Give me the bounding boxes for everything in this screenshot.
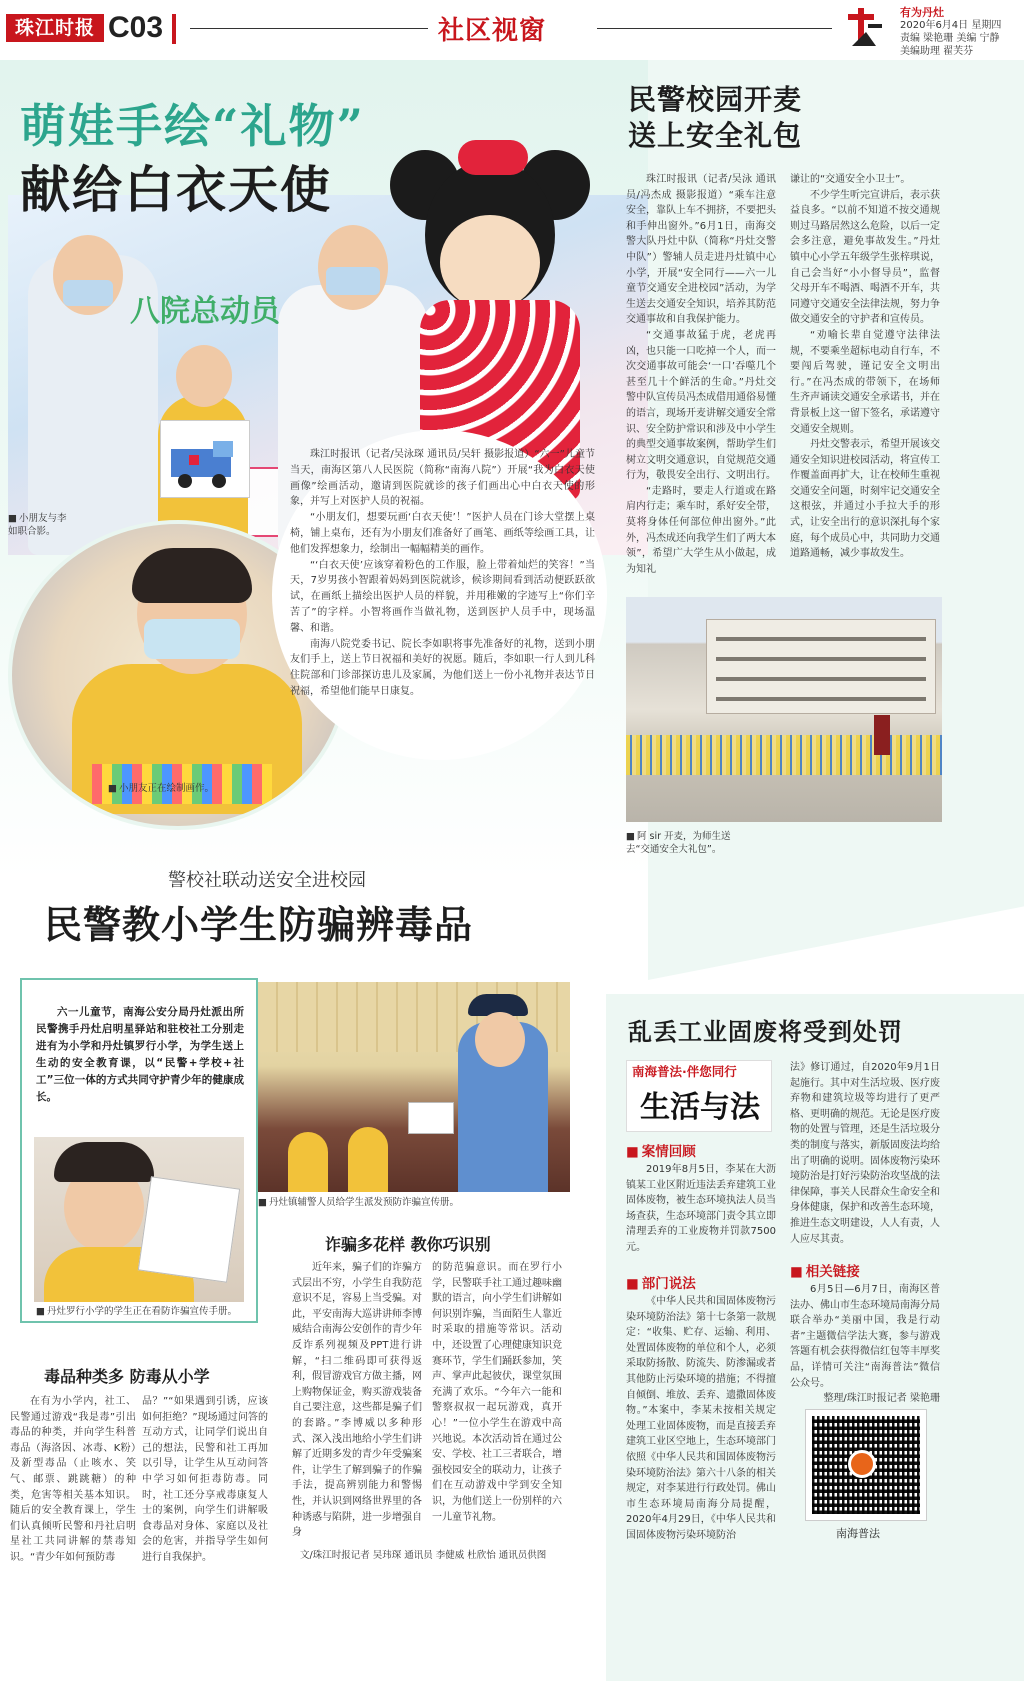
page-number: C03 [108, 11, 164, 44]
article-body [290, 447, 595, 700]
banner-text: 八院总动员 [130, 294, 280, 329]
face-mask [326, 267, 380, 295]
photo-police-handout[interactable] [258, 982, 570, 1192]
paragraph: 六一儿童节，南海公安分局丹灶派出所民警携手丹灶启明星驿站和驻校社工分别走进有为小学和丹灶镇罗行小学，为学生送上生动的安全教育课，以“民警+学校+社工”三位一体的方式共同守护青少年的健康成长。 [36, 1006, 244, 1103]
booklet [138, 1176, 240, 1283]
headline: 民警教小学生防骗辨毒品 [44, 902, 474, 947]
article-column [790, 1060, 940, 1247]
article-column [626, 1294, 776, 1544]
headline-line1: 萌娃手绘“礼物” [20, 99, 365, 153]
paragraph: 法》修订通过，自2020年9月1日起施行。其中对生活垃圾、医疗废弃物和建筑垃圾等均进行了更严格、更明确的规范。无论是医疗废物的处置与管理，还是生活垃圾分类的制度与落实，新版固废法均给出了明确的说明。固体废物污染环境防治是打好污染防治攻坚战的法律保障，事关人民群众生命安全和身体健康，保护和改善生态环境，推进生态文明建设，人人有责，人人应尽其责。 [790, 1062, 940, 1245]
paragraph: 的防范骗意识。而在罗行小学，民警联手社工通过趣味幽默的语言，向小学生们讲解如何识别诈骗，当面陌生人靠近时采取的措施等常识。活动中，还设置了心理健康知识竞赛环节，学生们踊跃参加，笑声、掌声此起彼伏，课堂氛围充满了欢乐。“今年六一能和警察叔叔一起玩游戏，真开心！”一位小学生在游戏中高兴地说。本次活动旨在通过公安、学校、社工三者联合，增强校园安全的联动力，让孩子们在互动游戏中学到安全知识，为他们送上一份别样的六一儿童节礼物。 [432, 1262, 562, 1523]
paragraph: “走路时，要走人行道或在路肩内行走；乘车时，系好安全带，莫将身体任何部位伸出窗外。”此外，冯杰成还向我学生们了两大本领”，希望广大学生从小做起，成为知礼 [626, 485, 776, 575]
paragraph: “‘白衣天使’应该穿着粉色的工作服，脸上带着灿烂的笑容！”当天，7岁男孩小智跟着妈妈到医院就诊，候诊期间看到活动便跃跃欲试，在画纸上描绘出医护人员的样貌，并用稚嫩的字迹写上“你们辛苦了”的字样。小智将画作当做礼物，送到医护人员手中，现场温馨、和谐。 [290, 559, 595, 634]
paragraph: 南海八院党委书记、院长李如职将事先准备好的礼物，送到小朋友们手上，送上节日祝福和美好的祝愿。随后，李如职一行人到儿科住院部和门诊部探访患儿及家属，为他们送上一份小礼物并表达节日祝福，希望他们能早日康复。 [290, 638, 595, 697]
headline-line2: 献给白衣天使 [20, 160, 332, 219]
child-drawing [160, 420, 250, 498]
section-heading: 毒品种类多 防毒从小学 [44, 1367, 210, 1386]
signature: 整理/珠江时报记者 梁艳珊 [823, 1393, 940, 1405]
paragraph: 品？”“如果遇到引诱，应该如何拒绝？”现场通过问答的互动方式，让同学们说出自己的想法，民警和社工再加以引导，让学生从互动问答中学习如何拒毒防毒。同时，社工还分享戒毒康复人士的案例，向学生们讲解吸食毒品对身体、家庭以及社会的危害，并指导学生如何进行自我保护。 [142, 1396, 268, 1563]
article-column [790, 1282, 940, 1407]
paragraph: 2019年8月5日，李某在大沥镇某工业区附近违法丢弃建筑工业固体废物，被生态环境执法人员当场查获，生态环境部门责令其立即清理丢弃的工业废物并罚款7500元。 [626, 1164, 776, 1253]
qr-logo-icon [848, 1450, 876, 1478]
photo-caption: ■ 小朋友与李如职合影。 [8, 512, 68, 538]
article-column [10, 1394, 136, 1566]
photo-caption: ■ 丹灶镇辅警人员给学生派发预防诈骗宣传册。 [258, 1196, 459, 1209]
section-heading: 诈骗多花样 教你巧识别 [325, 1235, 491, 1254]
column-logo-subtitle: 南海普法·伴您同行 [632, 1064, 737, 1079]
paragraph: 近年来，骗子们的诈骗方式层出不穷，小学生自我防范意识不足，容易上当受骗。对此，平安南海大巡讲讲师李博威结合南海公安创作的青少年反诈系列视频及PPT进行讲解，“扫二维码即可获得返利，假冒游戏官方做主播，网上购物保证金，购买游戏装备自己要注意，这些都是骗子们的套路。”李博威以多种形式、深入浅出地给小学生们讲解了近期多发的青少年受骗案件，让学生了解到骗子的作骗手法，提高辨别能力和警惕性，并认识到网络世界里的各种诱惑与陷阱，进一步增强自身 [292, 1262, 422, 1539]
person-face [176, 345, 232, 407]
paragraph: “劝喻长辈自觉遵守法律法规，不要乘坐超标电动自行车，不要闯后驾驶，谨记安全文明出行。”在冯杰成的带领下，在场师生齐声诵读交通安全承诺书，并在背景板上这一留下签名，承诺遵守交通安全规则。 [790, 329, 940, 435]
building-window-row [716, 677, 926, 681]
photo-caption: ■ 阿 sir 开麦，为师生送去“交通安全大礼包”。 [626, 830, 746, 856]
paragraph: 珠江时报讯（记者/吴泳琛 通讯员/吴轩 摄影报道）“六一”儿童节当天，南海区第八人民医院（简称“南海八院”）开展“我为白衣天使画像”绘画活动，邀请到医院就诊的孩子们画出心中白衣天使的形象，并写上对医护人员的祝福。 [290, 449, 595, 508]
paragraph: 丹灶交警表示，希望开展该交通安全知识进校园活动，将宣传工作覆盖面再扩大，让在校师生重视交通安全问题，时刻牢记交通安全这根弦，并通过小手拉大手的形式，让安全出行的意识深扎每个家庭，每个成员心中，共同助力交通道路通畅，减少事故发生。 [790, 439, 940, 560]
podium [874, 715, 890, 755]
hair [54, 1142, 154, 1182]
photo-student-reading[interactable] [34, 1137, 244, 1302]
child-hair [132, 548, 252, 603]
student [288, 1132, 328, 1192]
masthead-info [900, 6, 1001, 58]
section-heading: ■ 案情回顾 [626, 1140, 696, 1160]
section-heading: ■ 相关链接 [790, 1260, 860, 1280]
district-emblem-icon [846, 6, 886, 50]
leaflet [408, 1102, 454, 1134]
face-mask [144, 619, 240, 659]
divider [172, 14, 176, 44]
photo-caption: ■ 小朋友正在绘制画作。 [108, 782, 214, 795]
building-window-row [716, 657, 926, 661]
student-crowd [626, 735, 942, 775]
mascot-bow [458, 140, 528, 175]
building-window-row [716, 637, 926, 641]
mascot-face [440, 215, 540, 310]
intro-text [36, 1004, 244, 1106]
article-column [432, 1260, 562, 1525]
editors-line: 美编助理 翟芙芬 [900, 46, 974, 57]
paragraph: 谦让的“交通安全小卫士”。 [790, 174, 911, 185]
photo-caption: ■ 丹灶罗行小学的学生正在看防诈骗宣传手册。 [36, 1305, 237, 1318]
headline-line1: 民警校园开麦 [628, 83, 803, 116]
section-heading: ■ 部门说法 [626, 1272, 696, 1292]
paragraph: “交通事故猛于虎，老虎再凶，也只能一口吃掉一个人，而一次交通事故可能会‘一口’吞噬几个甚至几十个鲜活的生命。”丹灶交警中队宣传员冯杰成借用通俗易懂的语言，现场开麦讲解交通安全常识、安全防护常识和涉及中小学生的典型交通事故案例，帮助学生们树立文明交通意识，自觉规范交通行为，敬畏安全出行、文明出行。 [626, 329, 776, 482]
headline [628, 82, 802, 154]
building-window-row [716, 697, 926, 701]
column-logo-title: 生活与法 [640, 1090, 760, 1125]
paragraph: “小朋友们，想要玩画‘白衣天使’！”医护人员在门诊大堂摆上桌椅，铺上桌布，还有为小朋友们准备好了画笔、画纸等绘画工具，让他们发挥想象力，绘制出一幅幅精美的画作。 [290, 512, 595, 555]
divider [597, 28, 832, 29]
paragraph: 6月5日—6月7日，南海区普法办、佛山市生态环境局南海分局联合举办“美丽中国，我是行动者”主题微信学法大赛，参与游戏答题有机会获得微信红包等丰厚奖品，详情可关注“南海普法”微信公众号。 [790, 1284, 940, 1389]
headline: 乱丢工业固废将受到处罚 [628, 1018, 903, 1046]
paragraph: 在有为小学内，社工、民警通过游戏“我是毒”引出毒品的种类，并向学生科普毒品（海洛因、冰毒、K粉）及新型毒品（止咳水、笑气、邮票、跳跳糖）的种类，危害等相关基本知识。随后的安全教育课上，学生们认真倾听民警和丹社启明星社工共同讲解的禁毒知识。“青少年如何预防毒 [10, 1396, 136, 1563]
student [348, 1127, 388, 1192]
paper-logo[interactable]: 珠江时报 [6, 14, 104, 42]
editors-line: 责编 梁艳珊 美编 宁静 [900, 33, 1000, 44]
article-column [626, 1162, 776, 1256]
masthead [0, 0, 1024, 58]
issue-date: 2020年6月4日 星期四 [900, 20, 1002, 31]
article-column [292, 1260, 422, 1541]
paragraph: 《中华人民共和国固体废物污染环境防治法》第十七条第一款规定：“收集、贮存、运输、利用、处置固体废物的单位和个人，必须采取防扬散、防流失、防渗漏或者其他防止污染环境的措施；不得擅自倾倒、堆放、丢弃、遗撒固体废物。”本案中，李某未按相关规定处理工业固体废物，而是直接丢弃建筑工业区空地上，生态环境部门依照《中华人民共和国固体废物污染环境防治法》第六十八条的相关规定，对李某进行行政处罚。佛山市生态环境局南海分局提醒，2020年4月29日，《中华人民共和国固体废物污染环境防治 [626, 1296, 776, 1541]
divider [190, 28, 428, 29]
article-column [790, 172, 940, 562]
byline: 文/珠江时报记者 吴玮琛 通讯员 李健威 杜欣怡 通讯员供图 [300, 1550, 547, 1561]
ambulance-drawing-icon [161, 421, 249, 497]
photo-school-assembly[interactable] [626, 597, 942, 822]
headline-line2: 送上安全礼包 [628, 119, 803, 152]
section-title: 社区视窗 [438, 16, 547, 46]
qr-label: 南海普法 [836, 1527, 880, 1540]
face-mask [63, 280, 113, 306]
article-column [626, 172, 776, 577]
sub-headline: 警校社联动送安全进校园 [168, 870, 366, 891]
paragraph: 珠江时报讯（记者/吴泳 通讯员/冯杰成 摄影报道）“乘车注意安全，靠队上车不拥挤，不要把头和手伸出窗外。”6月1日，南海交警大队丹灶中队（简称“丹灶交警中队”）警辅人员走进丹灶镇中心小学，开展“安全同行——六一儿童节交通安全进校园”活动，为学生送去交通安全知识，培养其防范交通事故和自我保护能力。 [626, 174, 776, 326]
article-column [142, 1394, 268, 1566]
person-face [475, 1012, 525, 1067]
paragraph: 不少学生听完宣讲后，表示获益良多。“以前不知道不按交通规则过马路居然这么危险，以后一定会多注意，避免事故发生。”丹灶镇中心小学五年级学生张梓琪说，自己会当好“小小督导员”，监督父母开车不喝酒、喝酒不开车，共同遵守交通安全法律法规，努力争做交通安全的守护者和宣传员。 [790, 189, 940, 326]
brand-slogan: 有为丹灶 [900, 6, 944, 19]
